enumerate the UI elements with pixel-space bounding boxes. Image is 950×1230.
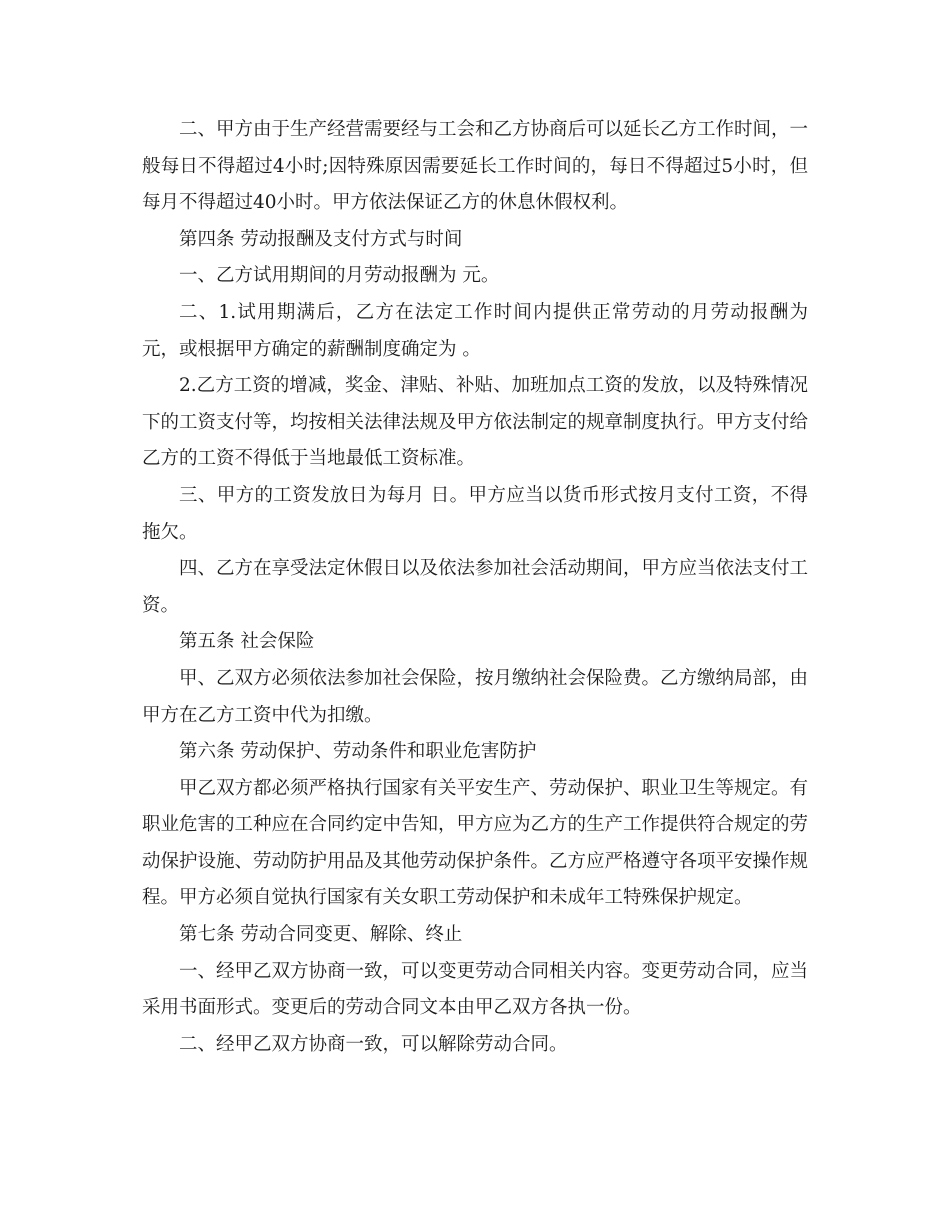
paragraph-payday: 三、甲方的工资发放日为每月 日。甲方应当以货币形式按月支付工资，不得拖欠。 [142,484,808,543]
document-body [142,112,808,1063]
paragraph-probation-pay: 一、乙方试用期间的月劳动报酬为 元。 [179,265,500,287]
paragraph-regular-pay: 二、1.试用期满后，乙方在法定工作时间内提供正常劳动的月劳动报酬为 元，或根据甲方确定的薪酬制度确定为 。 [142,301,808,360]
paragraph-pay-adjustments: 2.乙方工资的增减，奖金、津贴、补贴、加班加点工资的发放，以及特殊情况下的工资支付等，均按相关法律法规及甲方依法制定的规章制度执行。甲方支付给乙方的工资不得低于当地最低工资标准。 [142,375,809,470]
heading-article-5: 第五条 社会保险 [179,631,315,653]
paragraph-labor-protection: 甲乙双方都必须严格执行国家有关平安生产、劳动保护、职业卫生等规定。有职业危害的工种应在合同约定中告知，甲方应为乙方的生产工作提供符合规定的劳动保护设施、劳动防护用品及其他劳动保护条件。乙方应严格遵守各项平安操作规程。甲方必须自觉执行国家有关女职工劳动保护和未成年工特殊保护规定。 [142,777,809,909]
heading-article-7: 第七条 劳动合同变更、解除、终止 [179,924,463,946]
heading-article-4: 第四条 劳动报酬及支付方式与时间 [179,228,463,250]
heading-article-6: 第六条 劳动保护、劳动条件和职业危害防护 [179,741,537,763]
paragraph-overtime-limits: 二、甲方由于生产经营需要经与工会和乙方协商后可以延长乙方工作时间，一般每日不得超过4小时;因特殊原因需要延长工作时间的，每日不得超过5小时，但每月不得超过40小时。甲方依法保证乙方的休息休假权利。 [142,119,809,214]
paragraph-social-insurance: 甲、乙双方必须依法参加社会保险，按月缴纳社会保险费。乙方缴纳局部，由甲方在乙方工资中代为扣缴。 [142,667,809,726]
paragraph-contract-termination: 二、经甲乙双方协商一致，可以解除劳动合同。 [179,1033,568,1055]
paragraph-contract-change: 一、经甲乙双方协商一致，可以变更劳动合同相关内容。变更劳动合同，应当采用书面形式。变更后的劳动合同文本由甲乙双方各执一份。 [142,960,809,1019]
paragraph-holiday-pay: 四、乙方在享受法定休假日以及依法参加社会活动期间，甲方应当依法支付工资。 [142,558,809,616]
